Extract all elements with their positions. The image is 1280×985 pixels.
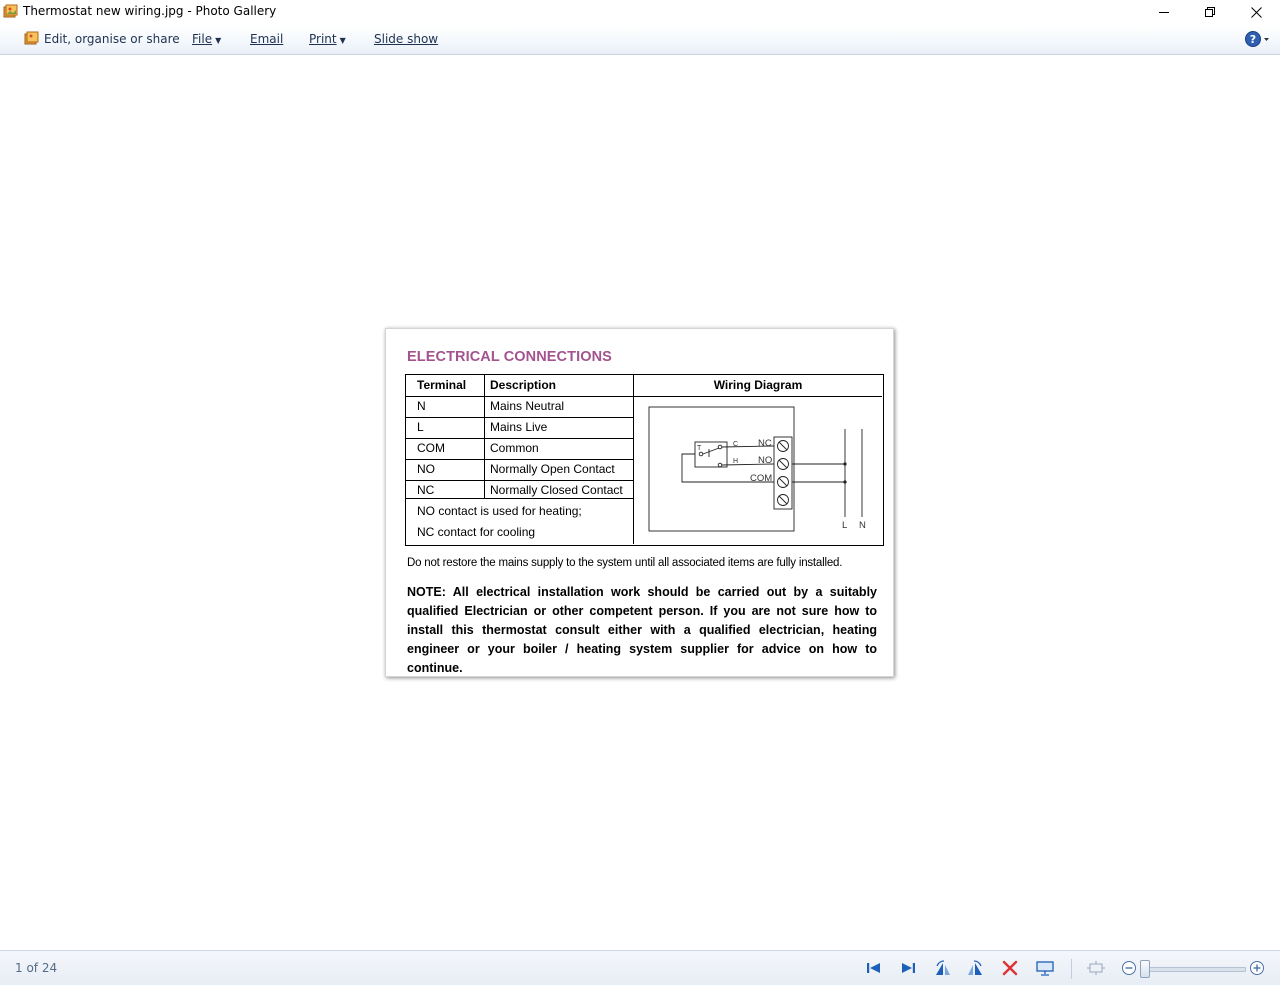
close-icon (1251, 7, 1262, 18)
slideshow-icon (1035, 959, 1055, 977)
table-row-description: Mains Live (490, 420, 548, 434)
label-l: L (842, 520, 848, 531)
mains-warning-text: Do not restore the mains supply to the system until all associated items are fully installed. (407, 557, 843, 569)
table-row-terminal: N (417, 399, 426, 413)
delete-button[interactable] (1000, 959, 1020, 977)
header-terminal: Terminal (417, 378, 467, 392)
table-row-terminal: COM (417, 441, 445, 455)
edit-organise-icon (24, 31, 39, 46)
rotate-clockwise-button[interactable] (966, 959, 986, 977)
actual-size-button[interactable] (1086, 959, 1106, 977)
chevron-down-icon: ▼ (339, 36, 346, 45)
photo-viewer-image (385, 328, 894, 677)
note-text: All electrical installation work should be carried out by a suitably qualified Electrician or other competent person. If you are not sure how to install this thermostat consult either with a qualified electrician, heating engineer or your boiler / heating system supplier for advice on how to continue. (407, 585, 877, 675)
header-wiring-diagram: Wiring Diagram (713, 378, 803, 392)
table-row-terminal: NC (417, 483, 435, 497)
delete-icon (1000, 959, 1020, 977)
next-icon (898, 959, 918, 977)
window-title: Thermostat new wiring.jpg - Photo Gallery (23, 4, 277, 18)
table-divider (406, 480, 633, 481)
title-bar (0, 0, 1280, 24)
table-divider (406, 459, 633, 460)
table-footnote: NC contact for cooling (417, 525, 536, 539)
slide-show-button[interactable] (374, 32, 438, 46)
statusbar-separator (1071, 959, 1072, 979)
rotate-right-icon (966, 959, 986, 977)
table-row-description: Normally Closed Contact (490, 483, 623, 497)
email-label: Email (250, 32, 284, 46)
svg-text:?: ? (1249, 33, 1257, 46)
zoom-slider-track[interactable] (1142, 967, 1246, 972)
note-label: NOTE: (407, 585, 446, 599)
slideshow-play-button[interactable] (1035, 959, 1055, 977)
table-row-description: Normally Open Contact (490, 462, 615, 476)
rotate-left-icon (932, 959, 952, 977)
thermostat-housing (649, 407, 794, 531)
rotate-anticlockwise-button[interactable] (932, 959, 952, 977)
table-row-terminal: NO (417, 462, 435, 476)
wiring-diagram (634, 397, 882, 544)
wiring-table (405, 374, 884, 546)
chevron-down-icon: ▼ (215, 36, 222, 45)
email-button[interactable] (250, 32, 283, 46)
zoom-slider-thumb[interactable] (1140, 960, 1150, 978)
slide-show-label: Slide show (374, 32, 439, 46)
edit-organise-share-label: Edit, organise or share (44, 32, 180, 46)
status-bar (0, 950, 1280, 985)
label-nc: NC (758, 438, 772, 449)
actual-size-icon (1086, 959, 1106, 977)
file-menu-label: File (192, 32, 213, 46)
photo-gallery-icon (3, 4, 18, 19)
table-divider (406, 438, 633, 439)
previous-button[interactable] (864, 959, 884, 977)
table-divider (406, 417, 633, 418)
toolbar (0, 26, 1280, 55)
zoom-out-button[interactable] (1119, 959, 1139, 977)
edit-organise-share-button[interactable] (44, 32, 180, 46)
terminal-block (774, 437, 792, 509)
document-title: ELECTRICAL CONNECTIONS (407, 349, 612, 365)
help-button[interactable] (1244, 30, 1272, 48)
previous-icon (864, 959, 884, 977)
zoom-in-icon (1247, 959, 1267, 977)
label-no: NO (758, 455, 773, 466)
table-row-description: Common (490, 441, 539, 455)
restore-button[interactable] (1187, 0, 1233, 24)
zoom-in-button[interactable] (1247, 959, 1267, 977)
close-button[interactable] (1233, 0, 1279, 24)
label-h: H (733, 458, 739, 465)
minimize-button[interactable] (1141, 0, 1187, 24)
print-menu-label: Print (309, 32, 337, 46)
installation-note (407, 583, 877, 678)
table-footnote: NO contact is used for heating; (417, 504, 582, 518)
table-row-terminal: L (417, 420, 424, 434)
label-n: N (859, 520, 866, 531)
minimize-icon (1159, 7, 1169, 17)
image-counter: 1 of 24 (15, 961, 58, 975)
restore-icon (1205, 7, 1215, 17)
zoom-out-icon (1119, 959, 1139, 977)
header-description: Description (490, 378, 557, 392)
next-button[interactable] (898, 959, 918, 977)
label-com: COM (750, 473, 773, 484)
file-menu-button[interactable] (192, 32, 221, 46)
help-icon (1244, 30, 1272, 48)
label-t: T (697, 445, 702, 452)
print-menu-button[interactable] (309, 32, 346, 46)
label-c: C (733, 441, 739, 448)
table-divider (406, 498, 633, 499)
table-row-description: Mains Neutral (490, 399, 565, 413)
